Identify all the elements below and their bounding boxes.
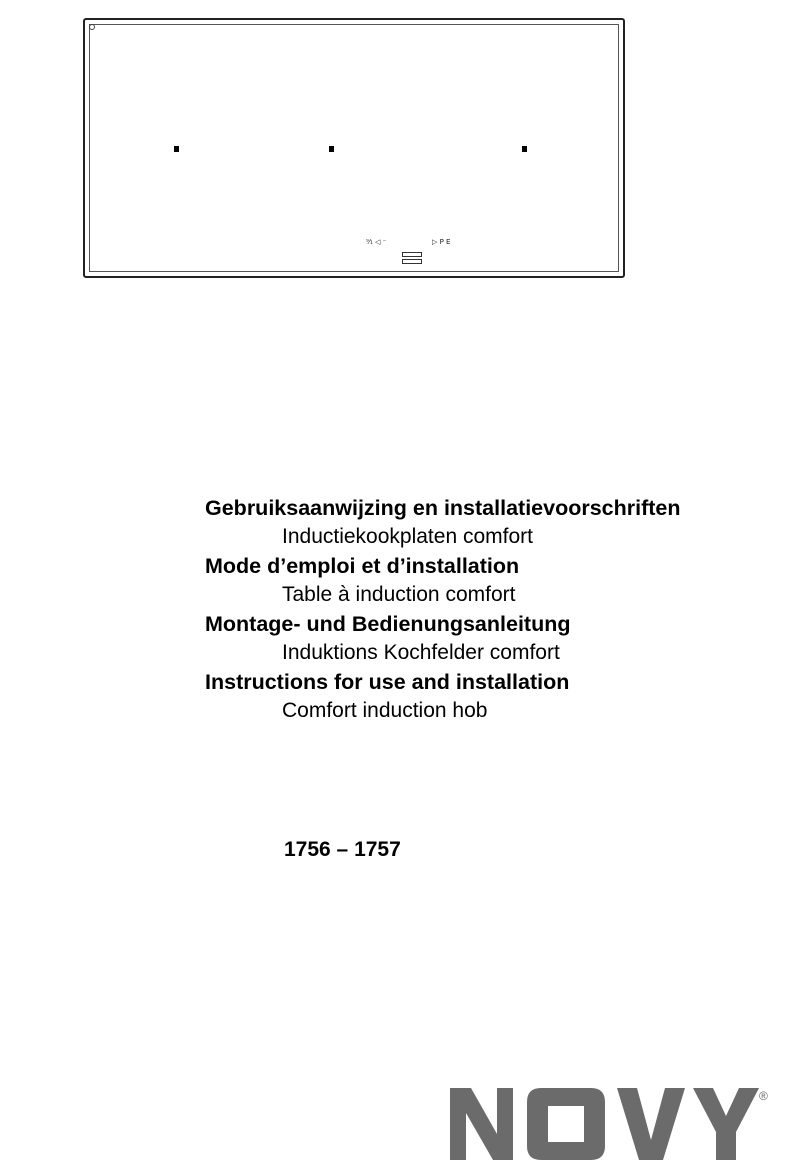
heading-dutch: Gebruiksaanwijzing en installatievoorschriften — [205, 496, 681, 520]
heading-french: Mode d’emploi et d’installation — [205, 554, 520, 578]
cooking-zone-marker-middle — [329, 146, 334, 152]
hob-corner-marker — [89, 24, 95, 30]
product-french: Table à induction comfort — [282, 583, 516, 606]
hob-controls-right: ▷ P E — [432, 238, 451, 246]
heading-english: Instructions for use and installation — [205, 670, 570, 694]
product-dutch: Inductiekookplaten comfort — [282, 525, 533, 548]
hob-slider-lower — [402, 259, 422, 264]
induction-hob-illustration — [83, 18, 625, 278]
cooking-zone-marker-left — [174, 146, 179, 152]
heading-german: Montage- und Bedienungsanleitung — [205, 612, 571, 636]
manual-titles — [205, 494, 785, 726]
product-english: Comfort induction hob — [282, 699, 488, 722]
hob-glass-edge — [89, 24, 619, 272]
hob-controls-left: ⁹⁄₁ ◁ ⁻ — [366, 238, 387, 246]
novy-logo — [445, 1082, 785, 1162]
model-numbers: 1756 – 1757 — [284, 838, 401, 861]
product-german: Induktions Kochfelder comfort — [282, 641, 560, 664]
registered-mark: ® — [759, 1089, 768, 1103]
cooking-zone-marker-right — [522, 146, 527, 152]
hob-slider-upper — [402, 252, 422, 257]
